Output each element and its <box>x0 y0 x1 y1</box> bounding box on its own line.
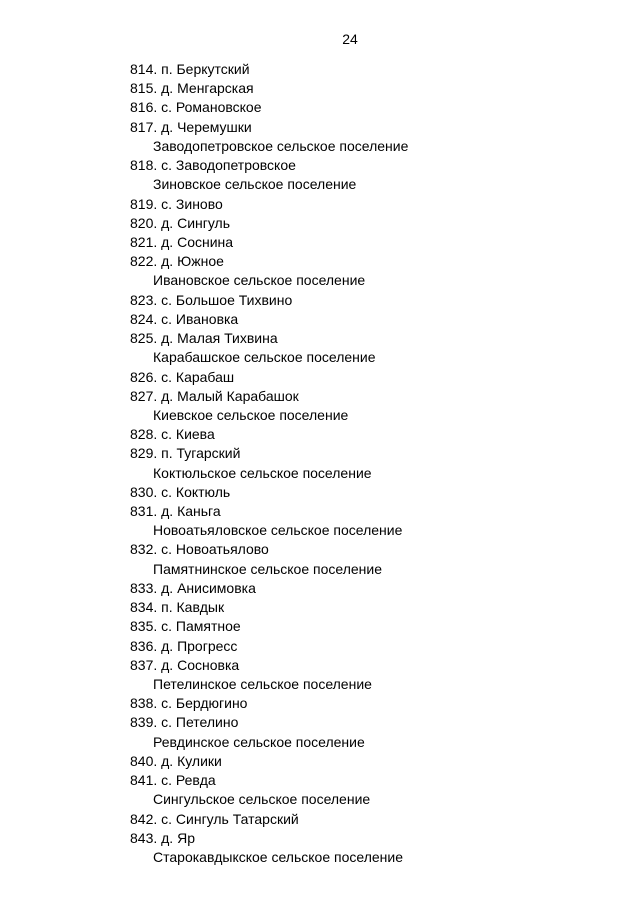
list-item: 841. с. Ревда <box>130 772 216 789</box>
list-item: 827. д. Малый Карабашок <box>130 387 299 404</box>
settlement-list <box>130 60 408 867</box>
settlement-heading: Заводопетровское сельское поселение <box>153 137 409 154</box>
settlement-heading: Новоатьяловское сельское поселение <box>153 522 403 539</box>
list-item: 820. д. Сингуль <box>130 214 231 231</box>
list-item: 830. с. Коктюль <box>130 483 231 500</box>
settlement-heading: Зиновское сельское поселение <box>153 176 357 193</box>
settlement-heading: Ревдинское сельское поселение <box>153 733 365 750</box>
list-item: 824. с. Ивановка <box>130 310 239 327</box>
settlement-heading: Петелинское сельское поселение <box>153 676 372 692</box>
settlement-heading: Коктюльское сельское поселение <box>153 464 372 481</box>
list-item: 822. д. Южное <box>130 253 224 270</box>
settlement-heading: Старокавдыкское сельское поселение <box>153 848 403 865</box>
list-item: 823. с. Большое Тихвино <box>130 291 293 308</box>
list-item: 829. п. Тугарский <box>130 445 241 462</box>
list-item: 837. д. Сосновка <box>130 656 240 673</box>
list-item: 828. с. Киева <box>130 426 215 443</box>
page-number: 24 <box>342 31 358 47</box>
list-item: 843. д. Яр <box>130 829 195 846</box>
list-item: 826. с. Карабаш <box>130 368 235 385</box>
list-item: 842. с. Сингуль Татарский <box>130 810 299 827</box>
list-item: 839. с. Петелино <box>130 714 239 731</box>
list-item: 817. д. Черемушки <box>130 118 252 135</box>
settlement-heading: Сингульское сельское поселение <box>153 791 371 808</box>
list-item: 816. с. Романовское <box>130 99 262 116</box>
list-item: 836. д. Прогресс <box>130 637 238 654</box>
list-item: 818. с. Заводопетровское <box>130 157 296 174</box>
list-item: 838. с. Бердюгино <box>130 695 248 712</box>
list-item: 840. д. Кулики <box>130 752 222 769</box>
list-item: 831. д. Каньга <box>130 503 221 520</box>
settlement-heading: Карабашское сельское поселение <box>153 349 376 366</box>
list-item: 825. д. Малая Тихвина <box>130 330 278 347</box>
settlement-heading: Памятнинское сельское поселение <box>153 560 383 577</box>
list-item: 814. п. Беркутский <box>130 61 250 77</box>
settlement-heading: Ивановское сельское поселение <box>153 272 366 289</box>
settlement-heading: Киевское сельское поселение <box>153 406 349 423</box>
list-item: 821. д. Соснина <box>130 233 234 250</box>
list-item: 832. с. Новоатьялово <box>130 541 269 558</box>
list-item: 835. с. Памятное <box>130 618 241 635</box>
list-item: 834. п. Кавдык <box>130 599 225 616</box>
list-item: 815. д. Менгарская <box>130 80 254 97</box>
list-item: 833. д. Анисимовка <box>130 579 256 596</box>
list-item: 819. с. Зиново <box>130 195 223 212</box>
